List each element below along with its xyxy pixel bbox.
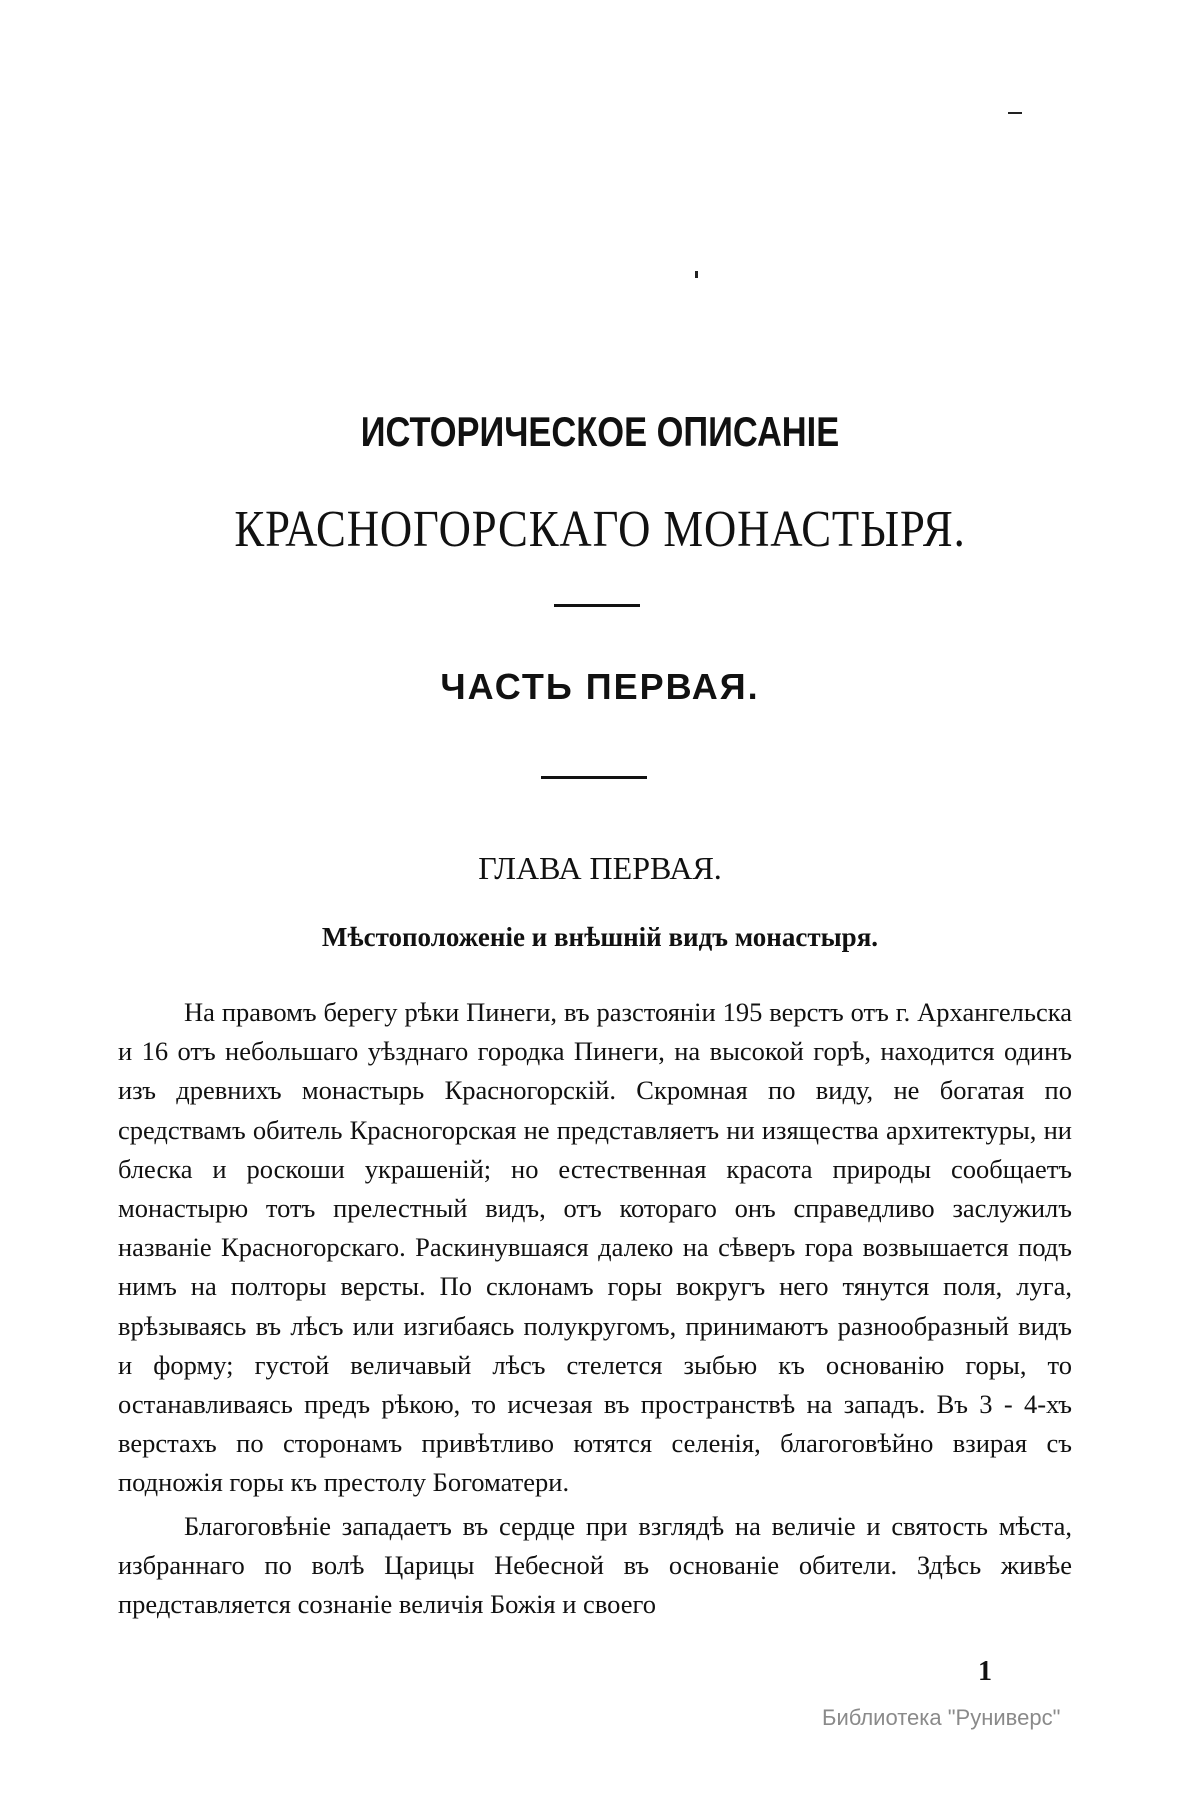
library-watermark: Библиотека "Руниверс" (822, 1705, 1061, 1730)
print-speck (1008, 112, 1022, 114)
part-divider (541, 776, 647, 779)
print-speck (695, 271, 698, 278)
part-heading: ЧАСТЬ ПЕРВАЯ. (440, 666, 760, 707)
title-divider (554, 604, 640, 607)
paragraph: На правомъ берегу рѣки Пинеги, въ разстоянiи 195 верстъ отъ г. Архангельска и 16 отъ небольшаго уѣзднаго городка Пинеги, на высокой горѣ, находится одинъ изъ древнихъ монастырь Красногорскiй. Скромная по виду, не богатая по средствамъ обитель Красногорская не представляетъ ни изящества архитектуры, ни блеска и роскоши украшенiй; но естественная красота природы сообщаетъ монастырю тотъ прелестный видъ, отъ котораго онъ справедливо заслужилъ названiе Красногорскаго. Раскинувшаяся далеко на сѣверъ гора возвышается подъ нимъ на полторы версты. По склонамъ горы вокругъ него тянутся поля, луга, врѣзываясь въ лѣсъ или изгибаясь полукругомъ, принимаютъ разнообразный видъ и форму; густой величавый лѣсъ стелется зыбью къ основанiю горы, то останавливаясь предъ рѣкою, то исчезая въ пространствѣ на западъ. Въ 3 - 4-хъ верстахъ по сторонамъ привѣтливо ютятся селенiя, благоговѣйно взирая съ подножiя горы къ престолу Богоматери. (118, 997, 1072, 1498)
book-title-line-2: КРАСНОГОРСКАГО МОНАСТЫРЯ. (234, 501, 966, 558)
paragraph: Благоговѣнiе западаетъ въ сердце при взглядѣ на величiе и святость мѣста, избраннаго по волѣ Царицы Небесной въ основанiе обители. Здѣсь живѣе представляется сознанiе величiя Божiя и своего (118, 1510, 1072, 1620)
page-number: 1 (978, 1656, 992, 1687)
book-title-line-1: ИСТОРИЧЕСКОЕ ОПИСАНIЕ (360, 408, 840, 455)
chapter-heading: ГЛАВА ПЕРВАЯ. (478, 850, 722, 886)
chapter-body (118, 993, 1072, 1624)
chapter-subtitle: Мѣстоположенiе и внѣшнiй видъ монастыря. (321, 922, 879, 952)
